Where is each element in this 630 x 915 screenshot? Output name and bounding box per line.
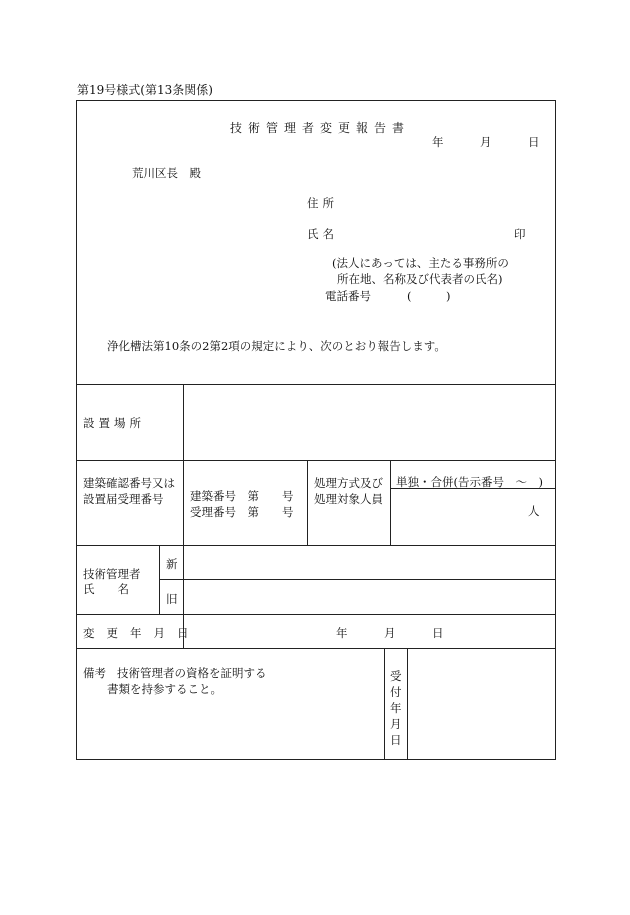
divider-method-label	[390, 460, 391, 545]
phone-paren: ( )	[407, 289, 451, 303]
divider-location-label	[183, 384, 184, 460]
address-label: 住所	[307, 196, 338, 210]
report-date-year: 年	[432, 135, 444, 149]
divider-header-bottom	[76, 384, 556, 385]
receipt-number-label: 受理番号 第 号	[190, 505, 294, 519]
form-title: 技術管理者変更報告書	[230, 121, 411, 135]
phone-label: 電話番号	[325, 289, 371, 303]
remarks-label: 備考	[83, 666, 106, 680]
location-label: 設置場所	[83, 416, 145, 430]
manager-new-label: 新	[166, 557, 178, 571]
remarks-line2: 書類を持参すること。	[107, 682, 222, 696]
method-label-line2: 処理対象人員	[314, 492, 383, 506]
received-date-char-4: 月	[390, 717, 402, 731]
confirmation-label-line2: 設置届受理番号	[83, 492, 164, 506]
method-label-line1: 処理方式及び	[314, 476, 383, 490]
divider-location-bottom	[76, 460, 556, 461]
change-date-year: 年	[336, 626, 348, 640]
manager-label-line2: 氏 名	[83, 582, 129, 596]
seal-mark: 印	[514, 227, 526, 241]
divider-confirmation-label	[183, 460, 184, 545]
name-label: 氏名	[307, 227, 338, 241]
divider-manager-marker	[183, 545, 184, 614]
corporate-note-line2: 所在地、名称及び代表者の氏名)	[337, 272, 503, 286]
confirmation-label-line1: 建築確認番号又は	[83, 476, 175, 490]
divider-numbers	[307, 460, 308, 545]
received-date-char-5: 日	[390, 733, 402, 747]
divider-remarks	[384, 648, 385, 760]
change-date-day: 日	[432, 626, 444, 640]
method-value: 単独・合併(告示番号 ～ )	[396, 475, 543, 489]
received-date-char-2: 付	[390, 685, 402, 699]
corporate-note-line1: (法人にあっては、主たる事務所の	[332, 256, 509, 270]
report-date-day: 日	[528, 135, 540, 149]
divider-change-date-bottom	[76, 648, 556, 649]
addressee: 荒川区長 殿	[132, 166, 201, 180]
divider-manager-new	[159, 579, 556, 580]
divider-received-label	[407, 648, 408, 760]
divider-confirmation-bottom	[76, 545, 556, 546]
received-date-char-3: 年	[390, 701, 402, 715]
change-date-label: 変更年月日	[83, 626, 201, 640]
report-date-month: 月	[480, 135, 492, 149]
divider-manager-label	[159, 545, 160, 614]
divider-manager-bottom	[76, 614, 556, 615]
manager-label-line1: 技術管理者	[83, 567, 141, 581]
remarks-line1: 技術管理者の資格を証明する	[117, 666, 267, 680]
report-statement: 浄化槽法第10条の2第2項の規定により、次のとおり報告します。	[107, 339, 446, 353]
received-date-char-1: 受	[390, 669, 402, 683]
form-number: 第19号様式(第13条関係)	[77, 83, 213, 97]
manager-old-label: 旧	[166, 592, 178, 606]
change-date-month: 月	[384, 626, 396, 640]
building-number-label: 建築番号 第 号	[190, 489, 294, 503]
persons-unit: 人	[528, 504, 540, 518]
